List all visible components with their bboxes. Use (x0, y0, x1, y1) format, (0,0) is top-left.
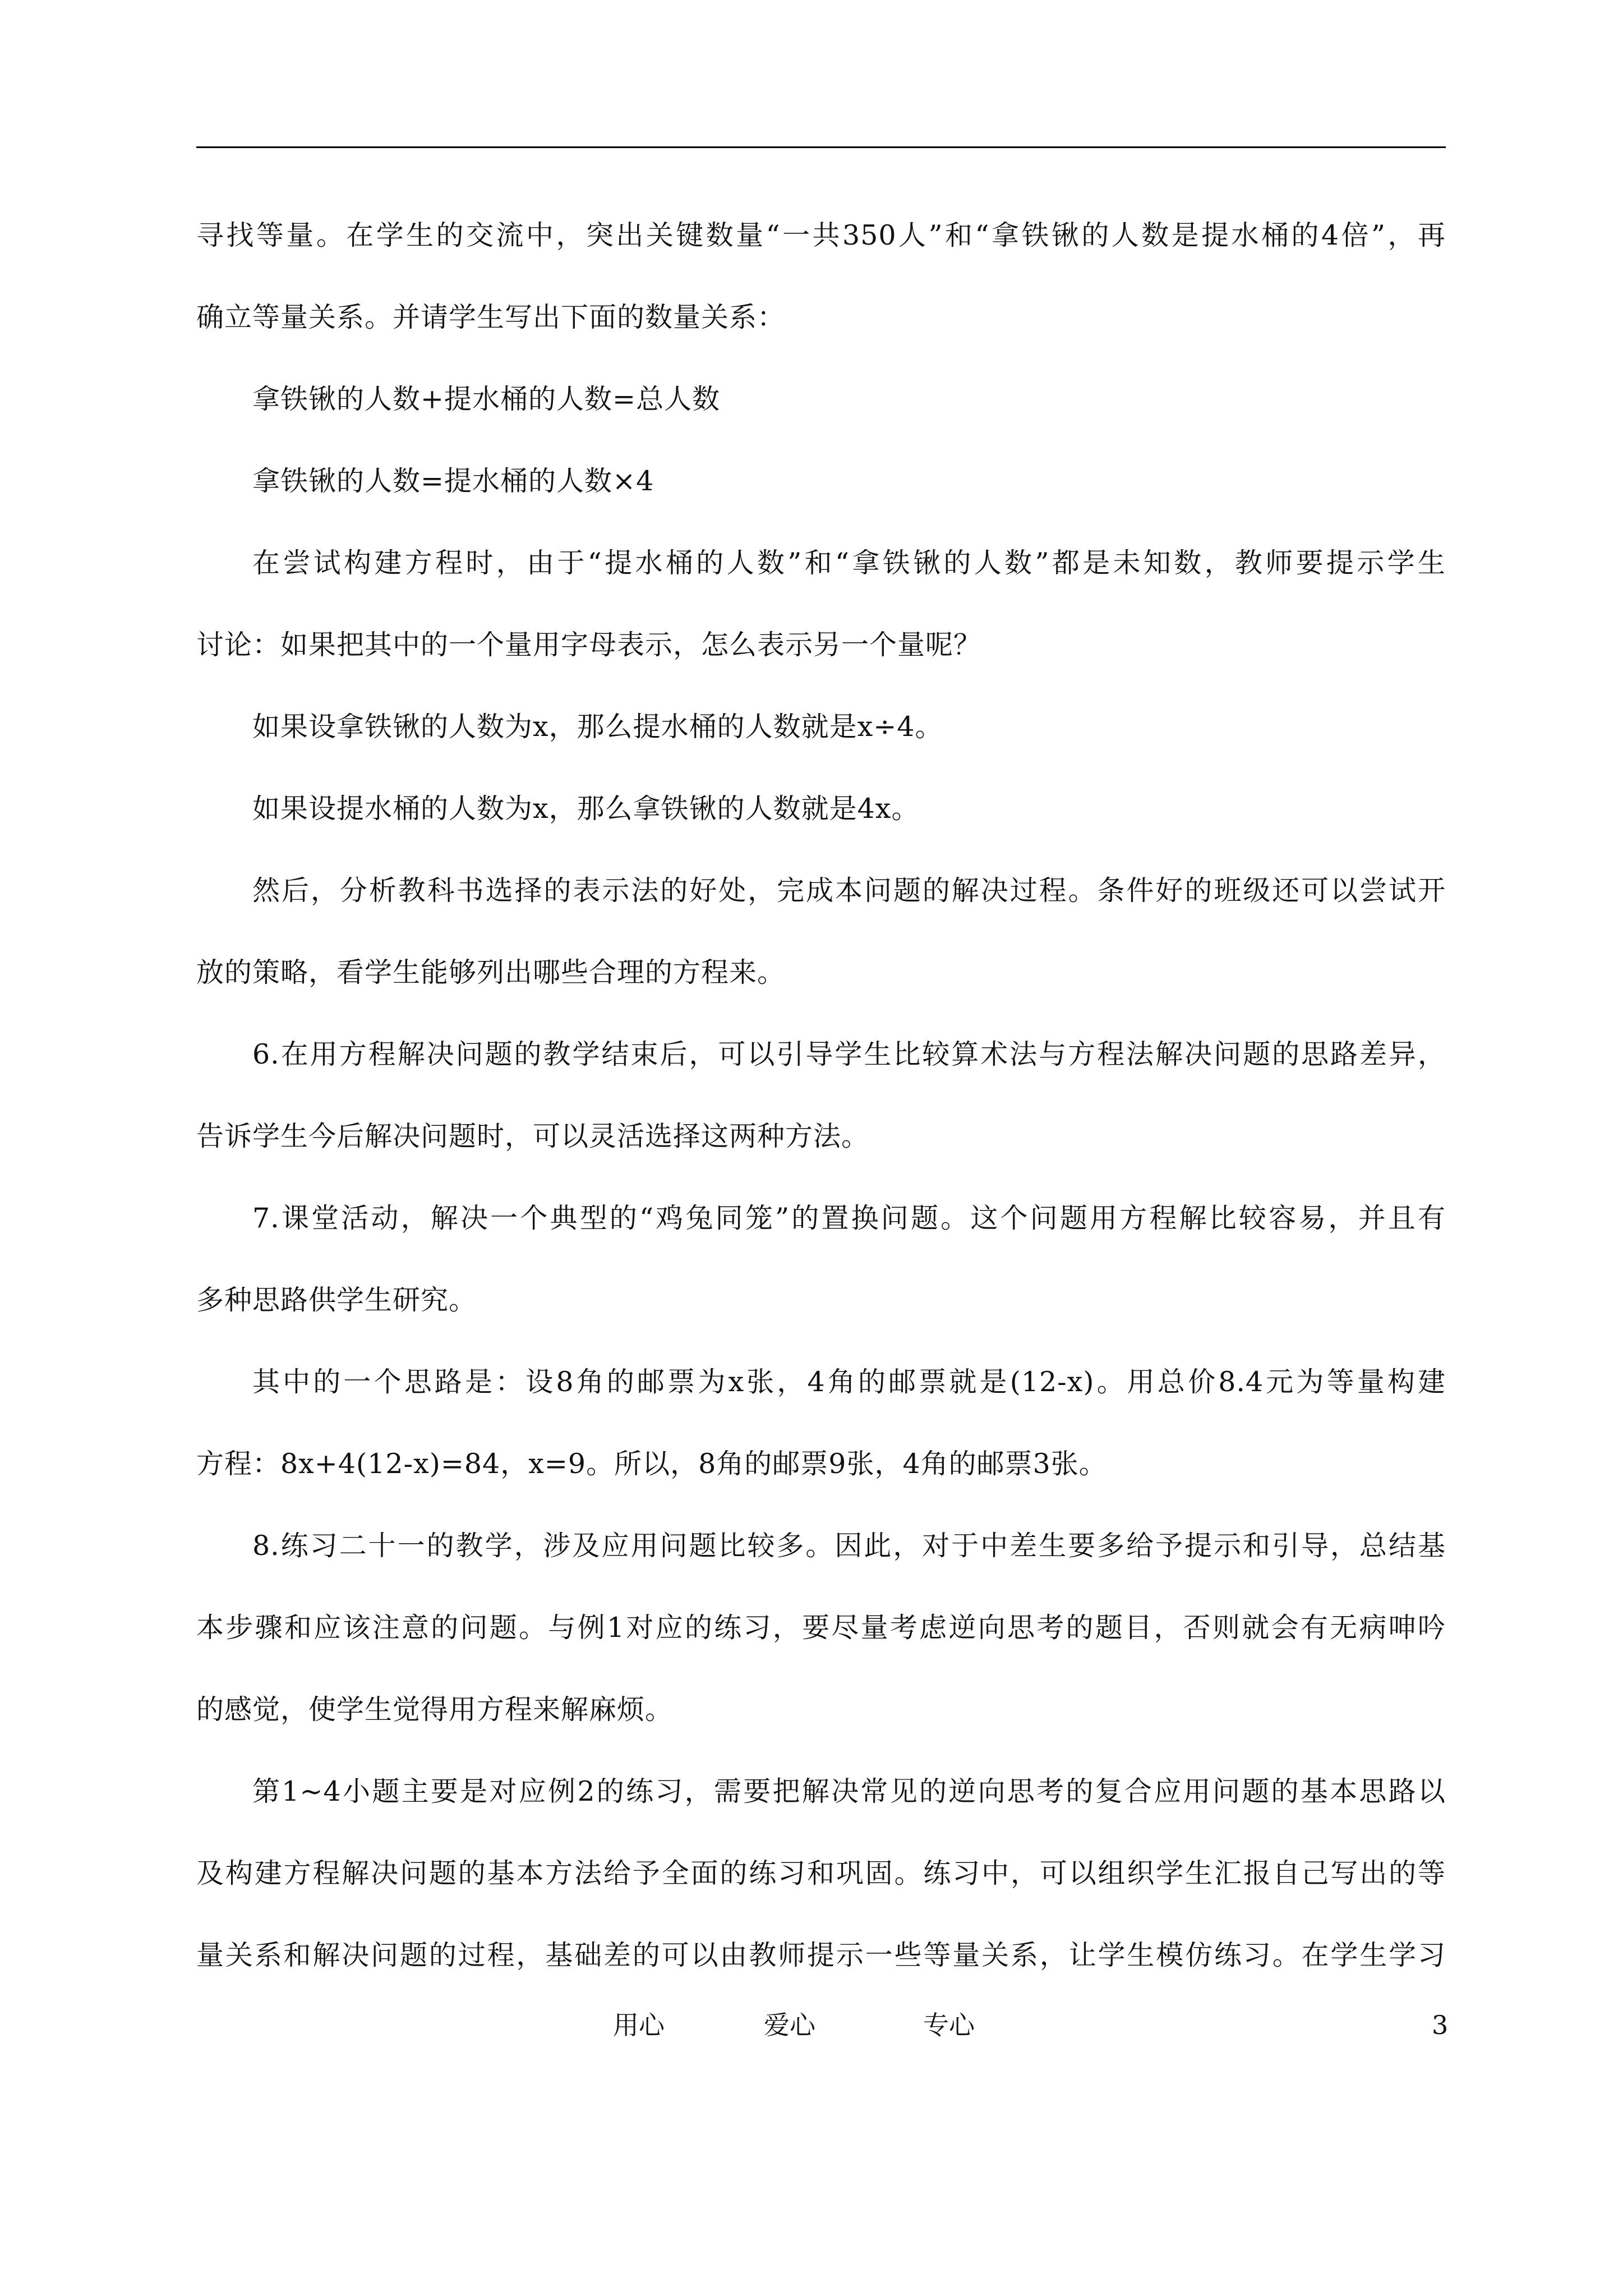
paragraph-line: 讨论：如果把其中的一个量用字母表示，怎么表示另一个量呢？ (196, 629, 982, 661)
paragraph-line: 方程：8x+4(12-x)=84，x=9。所以，8角的邮票9张，4角的邮票3张。 (196, 1448, 1107, 1480)
paragraph-line: 其中的一个思路是：设8角的邮票为x张，4角的邮票就是(12-x)。用总价8.4元为等量构建 (252, 1366, 1446, 1398)
paragraph-line: 在尝试构建方程时，由于“提水桶的人数”和“拿铁锹的人数”都是未知数，教师要提示学生 (252, 547, 1446, 579)
paragraph-line: 放的策略，看学生能够列出哪些合理的方程来。 (196, 956, 786, 988)
paragraph-line: 第1~4小题主要是对应例2的练习，需要把解决常见的逆向思考的复合应用问题的基本思路以 (252, 1775, 1446, 1807)
page-footer (0, 2005, 1623, 2045)
footer-motto-item: 爱心 (764, 2010, 815, 2040)
paragraph-line: 本步骤和应该注意的问题。与例1对应的练习，要尽量考虑逆向思考的题目，否则就会有无病呻吟 (196, 1612, 1446, 1644)
paragraph-line: 拿铁锹的人数=提水桶的人数×4 (252, 465, 654, 497)
footer-motto-item: 用心 (613, 2010, 665, 2040)
footer-motto-item: 专心 (923, 2010, 975, 2040)
paragraph-line: 寻找等量。在学生的交流中，突出关键数量“一共350人”和“拿铁锹的人数是提水桶的4倍”，再 (196, 219, 1446, 251)
page-number: 3 (1432, 2010, 1449, 2040)
paragraph-line: 如果设拿铁锹的人数为x，那么提水桶的人数就是x÷4。 (252, 711, 943, 743)
paragraph-line: 告诉学生今后解决问题时，可以灵活选择这两种方法。 (196, 1120, 870, 1152)
paragraph-line: 7.课堂活动，解决一个典型的“鸡兔同笼”的置换问题。这个问题用方程解比较容易，并且有 (252, 1202, 1446, 1234)
paragraph-line: 拿铁锹的人数+提水桶的人数=总人数 (252, 383, 721, 415)
header-rule (196, 146, 1446, 148)
paragraph-line: 的感觉，使学生觉得用方程来解麻烦。 (196, 1694, 674, 1726)
paragraph-line: 及构建方程解决问题的基本方法给予全面的练习和巩固。练习中，可以组织学生汇报自己写出的等 (196, 1857, 1446, 1889)
paragraph-line: 多种思路供学生研究。 (196, 1284, 477, 1316)
paragraph-line: 然后，分析教科书选择的表示法的好处，完成本问题的解决过程。条件好的班级还可以尝试开 (252, 875, 1446, 907)
paragraph-line: 量关系和解决问题的过程，基础差的可以由教师提示一些等量关系，让学生模仿练习。在学生学习 (196, 1939, 1446, 1971)
paragraph-line: 确立等量关系。并请学生写出下面的数量关系： (196, 301, 786, 333)
paragraph-line: 6.在用方程解决问题的教学结束后，可以引导学生比较算术法与方程法解决问题的思路差异， (252, 1038, 1446, 1070)
paragraph-line: 如果设提水桶的人数为x，那么拿铁锹的人数就是4x。 (252, 793, 920, 825)
paragraph-line: 8.练习二十一的教学，涉及应用问题比较多。因此，对于中差生要多给予提示和引导，总结基 (252, 1530, 1446, 1562)
